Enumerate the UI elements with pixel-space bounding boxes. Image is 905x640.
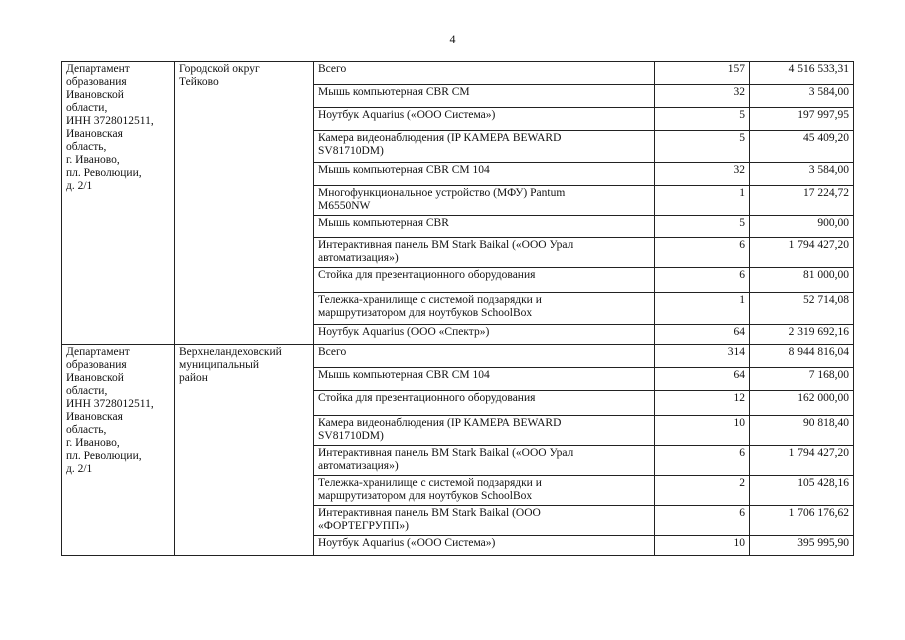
sum-cell: 1 794 427,20 bbox=[750, 446, 854, 476]
qty-cell: 2 bbox=[655, 476, 750, 506]
qty-cell: 314 bbox=[655, 345, 750, 368]
department-cell: Департамент образования Ивановской области, ИНН 3728012511, Ивановская область, г. Иваново, пл. Революции, д. 2/1 bbox=[62, 62, 175, 345]
item-cell: Камера видеонаблюдения (IP КАМЕРА BEWARD SV81710DM) bbox=[314, 416, 655, 446]
sum-cell: 395 995,90 bbox=[750, 536, 854, 556]
qty-cell: 6 bbox=[655, 506, 750, 536]
item-cell: Интерактивная панель BM Stark Baikal (ООО «ФОРТЕГРУПП») bbox=[314, 506, 655, 536]
qty-cell: 32 bbox=[655, 85, 750, 108]
qty-cell: 10 bbox=[655, 536, 750, 556]
table-row bbox=[62, 345, 854, 368]
qty-cell: 157 bbox=[655, 62, 750, 85]
table-body bbox=[62, 62, 854, 556]
qty-cell: 6 bbox=[655, 268, 750, 293]
item-cell: Стойка для презентационного оборудования bbox=[314, 391, 655, 416]
qty-cell: 64 bbox=[655, 325, 750, 345]
sum-cell: 197 997,95 bbox=[750, 108, 854, 131]
item-cell: Ноутбук Aquarius («ООО Система») bbox=[314, 536, 655, 556]
item-cell: Ноутбук Aquarius (ООО «Спектр») bbox=[314, 325, 655, 345]
sum-cell: 81 000,00 bbox=[750, 268, 854, 293]
qty-cell: 32 bbox=[655, 163, 750, 186]
sum-cell: 8 944 816,04 bbox=[750, 345, 854, 368]
item-cell: Мышь компьютерная CBR CM 104 bbox=[314, 368, 655, 391]
municipality-cell: Городской округ Тейково bbox=[175, 62, 314, 345]
sum-cell: 52 714,08 bbox=[750, 293, 854, 325]
sum-cell: 105 428,16 bbox=[750, 476, 854, 506]
sum-cell: 7 168,00 bbox=[750, 368, 854, 391]
sum-cell: 900,00 bbox=[750, 216, 854, 238]
item-cell: Тележка-хранилище с системой подзарядки и маршрутизатором для ноутбуков SchoolBox bbox=[314, 293, 655, 325]
item-cell: Стойка для презентационного оборудования bbox=[314, 268, 655, 293]
sum-cell: 162 000,00 bbox=[750, 391, 854, 416]
sum-cell: 1 794 427,20 bbox=[750, 238, 854, 268]
sum-cell: 17 224,72 bbox=[750, 186, 854, 216]
qty-cell: 5 bbox=[655, 131, 750, 163]
qty-cell: 10 bbox=[655, 416, 750, 446]
equipment-table bbox=[61, 61, 854, 556]
qty-cell: 1 bbox=[655, 293, 750, 325]
item-cell: Многофункциональное устройство (МФУ) Pantum M6550NW bbox=[314, 186, 655, 216]
sum-cell: 4 516 533,31 bbox=[750, 62, 854, 85]
qty-cell: 12 bbox=[655, 391, 750, 416]
qty-cell: 1 bbox=[655, 186, 750, 216]
municipality-cell: Верхнеландеховский муниципальный район bbox=[175, 345, 314, 556]
page-number: 4 bbox=[449, 32, 456, 46]
sum-cell: 1 706 176,62 bbox=[750, 506, 854, 536]
item-cell: Ноутбук Aquarius («ООО Система») bbox=[314, 108, 655, 131]
sum-cell: 3 584,00 bbox=[750, 163, 854, 186]
item-cell: Интерактивная панель BM Stark Baikal («ООО Урал автоматизация») bbox=[314, 446, 655, 476]
item-cell: Камера видеонаблюдения (IP КАМЕРА BEWARD SV81710DM) bbox=[314, 131, 655, 163]
department-cell: Департамент образования Ивановской области, ИНН 3728012511, Ивановская область, г. Иваново, пл. Революции, д. 2/1 bbox=[62, 345, 175, 556]
item-cell: Всего bbox=[314, 345, 655, 368]
sum-cell: 2 319 692,16 bbox=[750, 325, 854, 345]
qty-cell: 5 bbox=[655, 108, 750, 131]
qty-cell: 6 bbox=[655, 446, 750, 476]
sum-cell: 3 584,00 bbox=[750, 85, 854, 108]
item-cell: Тележка-хранилище с системой подзарядки и маршрутизатором для ноутбуков SchoolBox bbox=[314, 476, 655, 506]
qty-cell: 6 bbox=[655, 238, 750, 268]
sum-cell: 90 818,40 bbox=[750, 416, 854, 446]
item-cell: Мышь компьютерная CBR CM 104 bbox=[314, 163, 655, 186]
item-cell: Всего bbox=[314, 62, 655, 85]
item-cell: Мышь компьютерная CBR bbox=[314, 216, 655, 238]
item-cell: Мышь компьютерная CBR CM bbox=[314, 85, 655, 108]
qty-cell: 5 bbox=[655, 216, 750, 238]
sum-cell: 45 409,20 bbox=[750, 131, 854, 163]
qty-cell: 64 bbox=[655, 368, 750, 391]
item-cell: Интерактивная панель BM Stark Baikal («ООО Урал автоматизация») bbox=[314, 238, 655, 268]
table-row bbox=[62, 62, 854, 85]
